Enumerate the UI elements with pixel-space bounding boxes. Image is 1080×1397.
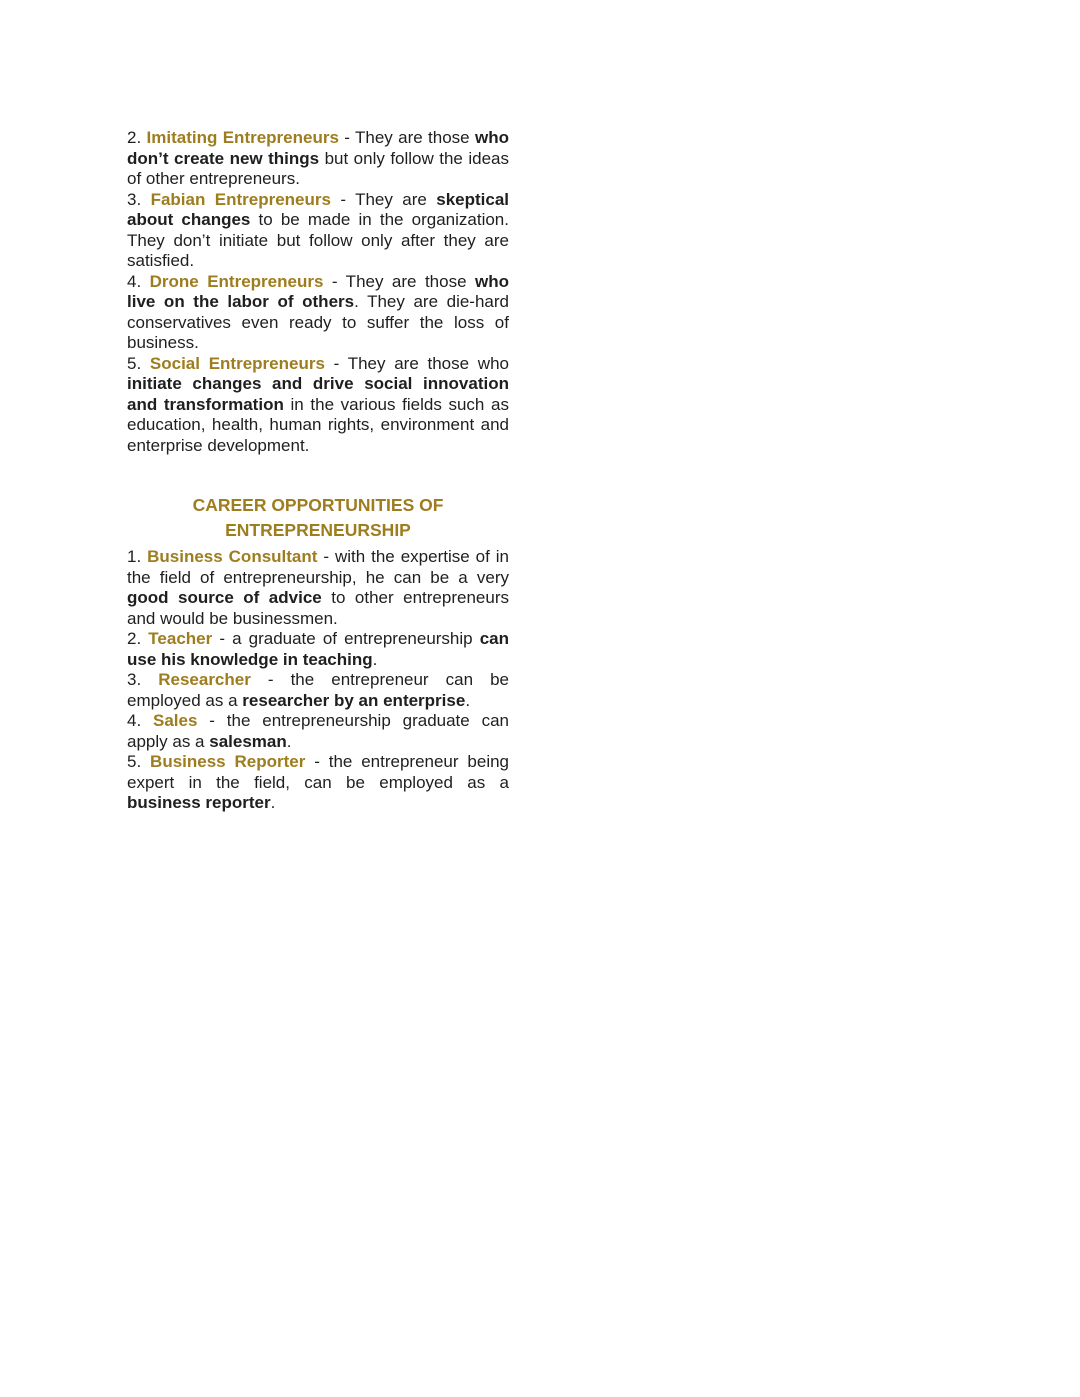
entrepreneur-type-item-5: 5. Social Entrepreneurs - They are those who initiate changes and drive social innovation and transformation in the various fields such as education, health, human rights, environment and enterprise development. [127,353,509,455]
career-item-1: 1. Business Consultant - with the expertise of in the field of entrepreneurship, he can be a very good source of advice to other entrepreneurs and would be businessmen. [127,547,509,628]
heading-line-2: ENTREPRENEURSHIP [225,519,411,540]
career-opportunities-heading [127,493,509,542]
entrepreneur-type-item-2: 2. Imitating Entrepreneurs - They are those who don’t create new things but only follow the ideas of other entrepreneurs. [127,128,509,188]
career-item-4: 4. Sales - the entrepreneurship graduate can apply as a salesman. [127,711,509,751]
career-item-3: 3. Researcher - the entrepreneur can be employed as a researcher by an enterprise. [127,670,509,710]
entrepreneur-type-item-3: 3. Fabian Entrepreneurs - They are skeptical about changes to be made in the organization. They don’t initiate but follow only after they are satisfied. [127,189,509,270]
heading-line-1: CAREER OPPORTUNITIES OF [192,495,444,515]
career-item-5: 5. Business Reporter - the entrepreneur being expert in the field, can be employed as a business reporter. [127,752,509,812]
entrepreneur-type-item-4: 4. Drone Entrepreneurs - They are those who live on the labor of others. They are die-hard conservatives even ready to suffer the loss of business. [127,271,510,352]
text-column [127,128,509,814]
career-item-2: 2. Teacher - a graduate of entrepreneurship can use his knowledge in teaching. [127,629,510,669]
